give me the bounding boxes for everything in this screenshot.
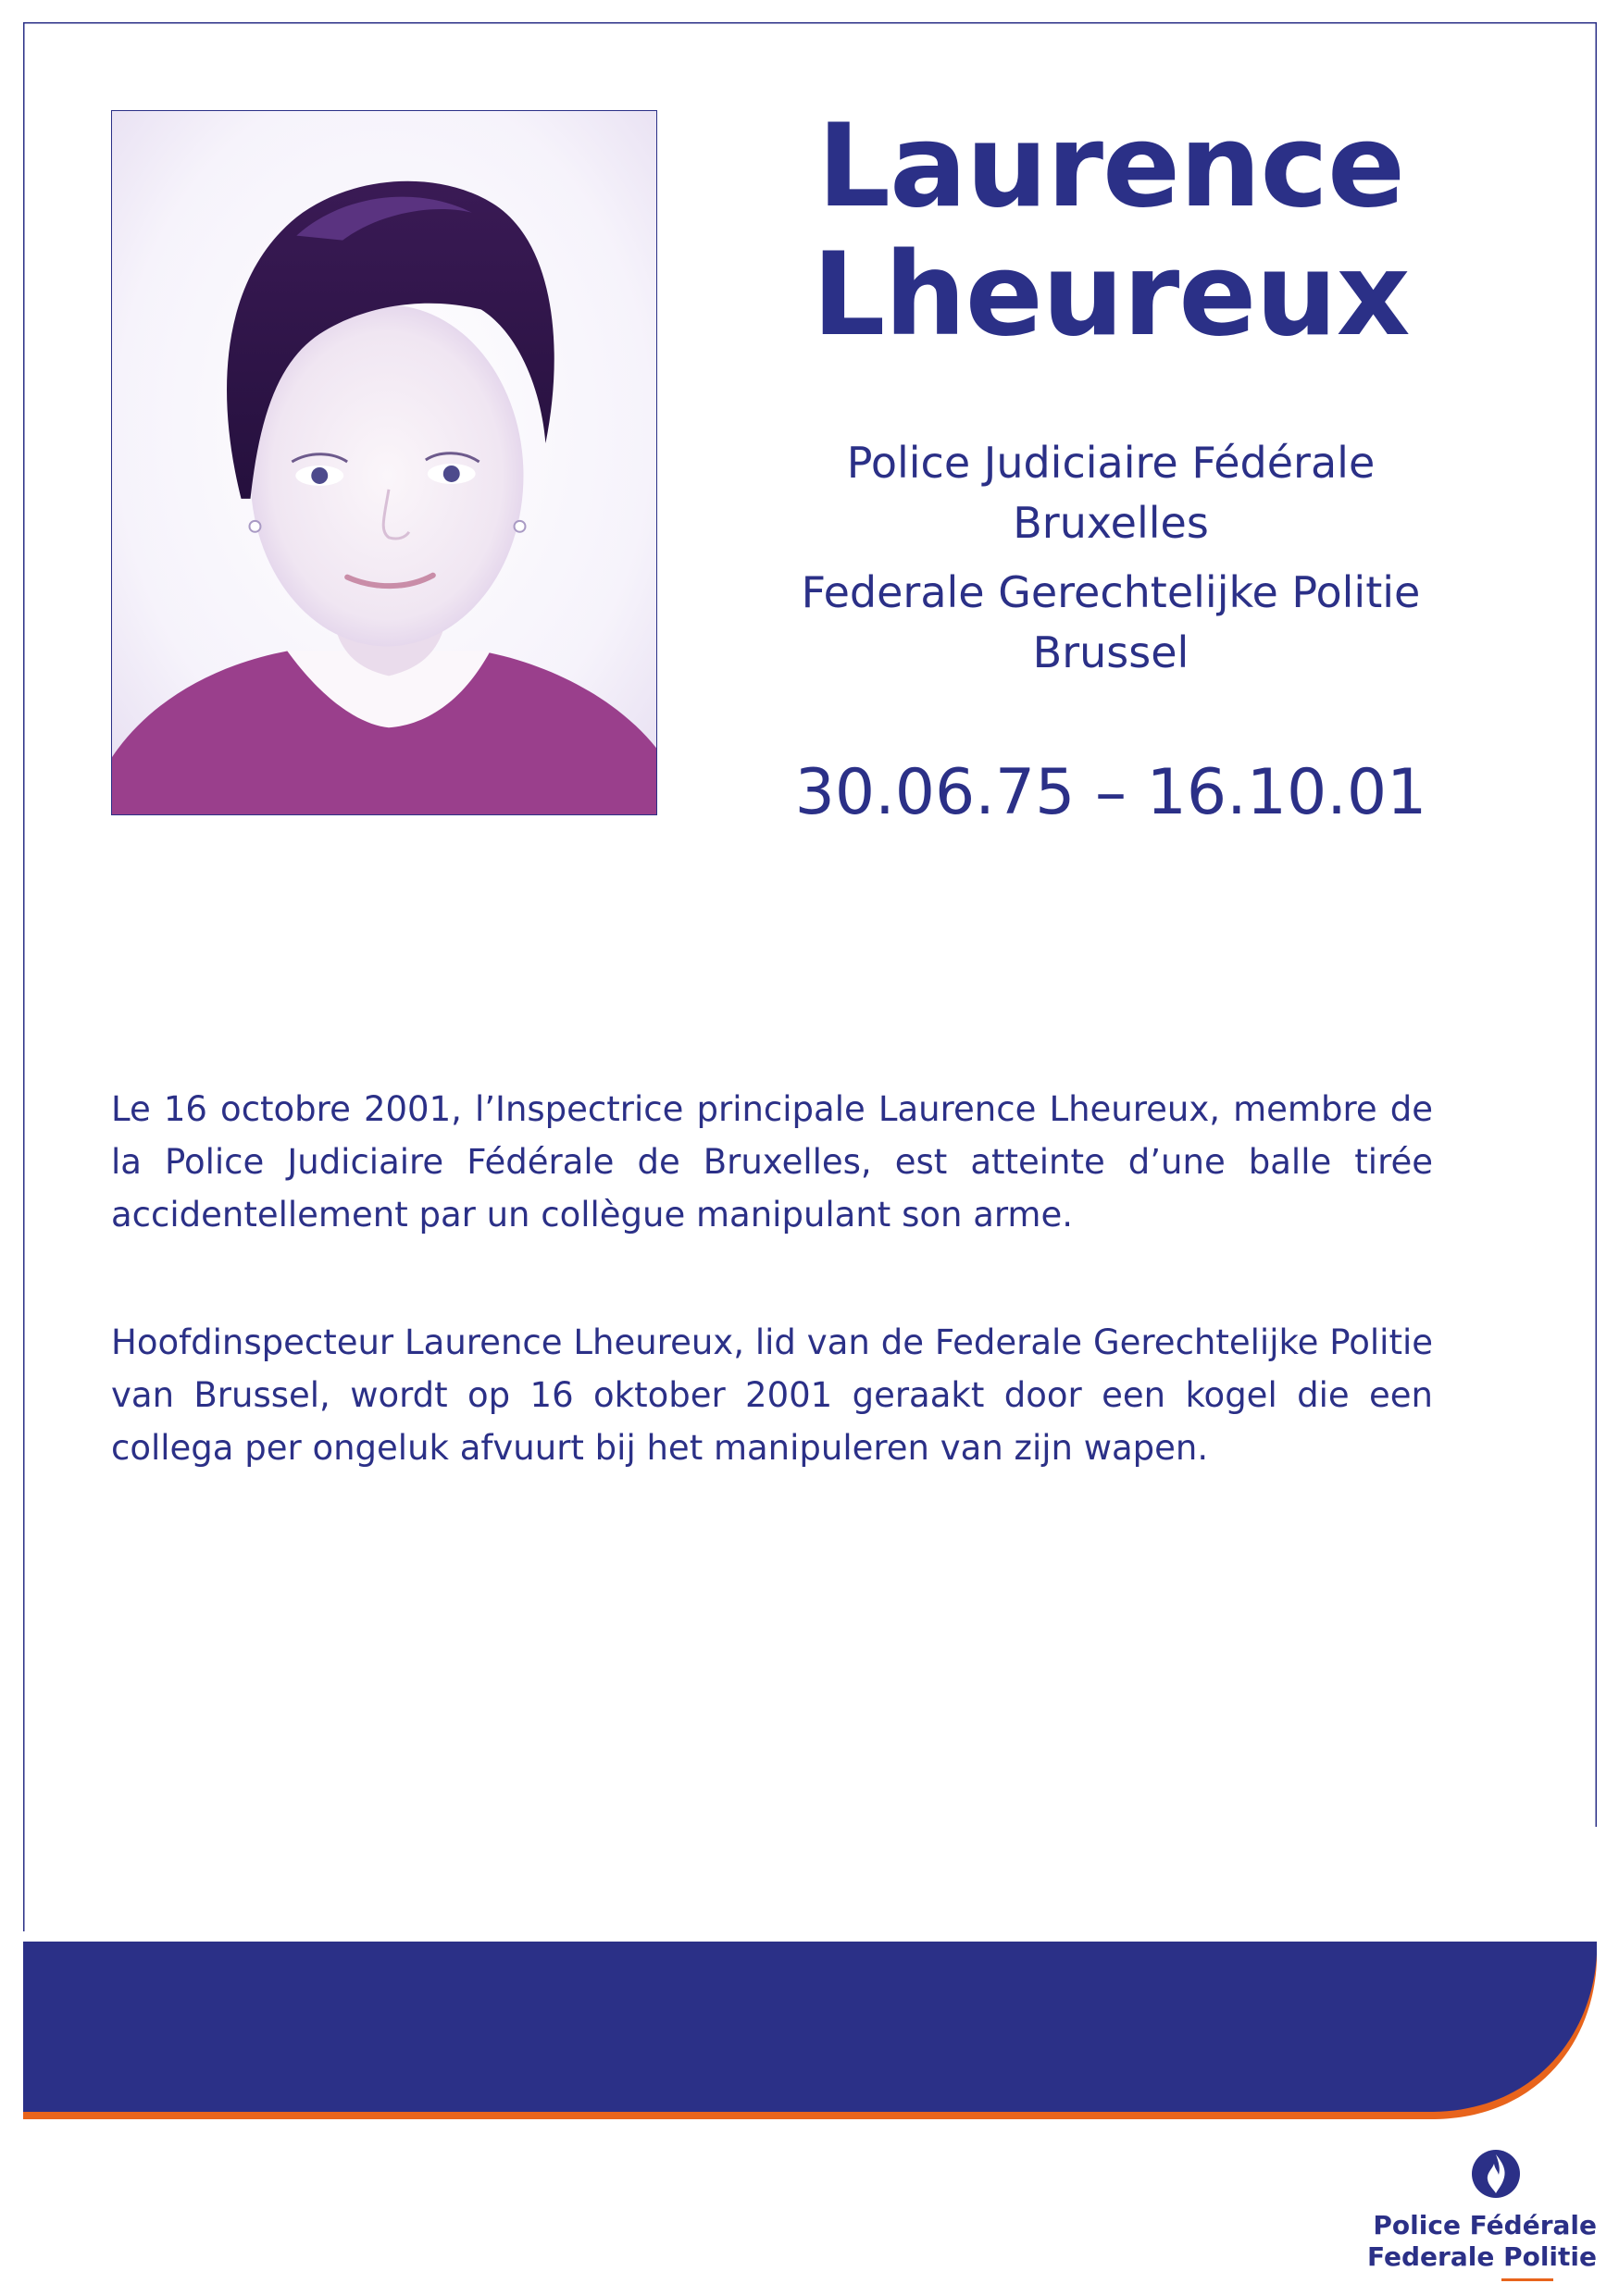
unit-nl-line2: Brussel xyxy=(1032,627,1189,677)
logo-accent-underline xyxy=(1501,2278,1553,2281)
text-nl: Hoofdinspecteur Laurence Lheureux, lid van de Federale Gerechtelijke Politie van Brussel, wordt op 16 oktober 2001 geraakt door een kogel die een collega per ongeluk afvuurt bij het manipuleren van zijn wapen. xyxy=(111,1322,1433,1468)
unit-fr-line2: Bruxelles xyxy=(1013,498,1209,548)
text-fr: Le 16 octobre 2001, l’Inspectrice principale Laurence Lheureux, membre de la Police Judiciaire Fédérale de Bruxelles, est atteinte d’une balle tirée accidentellement par un collègue manipulant son arme. xyxy=(111,1089,1433,1235)
police-logo-text xyxy=(1367,2210,1597,2273)
portrait-photo xyxy=(111,110,657,815)
unit-fr-line1: Police Judiciaire Fédérale xyxy=(846,438,1376,488)
logo-line1: Police Fédérale xyxy=(1373,2210,1597,2240)
footer-band xyxy=(0,1942,1619,2127)
logo-line2: Federale Politie xyxy=(1367,2241,1597,2272)
flame-logo-icon xyxy=(1470,2147,1522,2201)
first-name: Laurence xyxy=(816,100,1405,233)
unit-nl-line1: Federale Gerechtelijke Politie xyxy=(801,567,1421,617)
life-dates: 30.06.75 – 16.10.01 xyxy=(794,756,1427,829)
last-name: Lheureux xyxy=(812,229,1410,362)
